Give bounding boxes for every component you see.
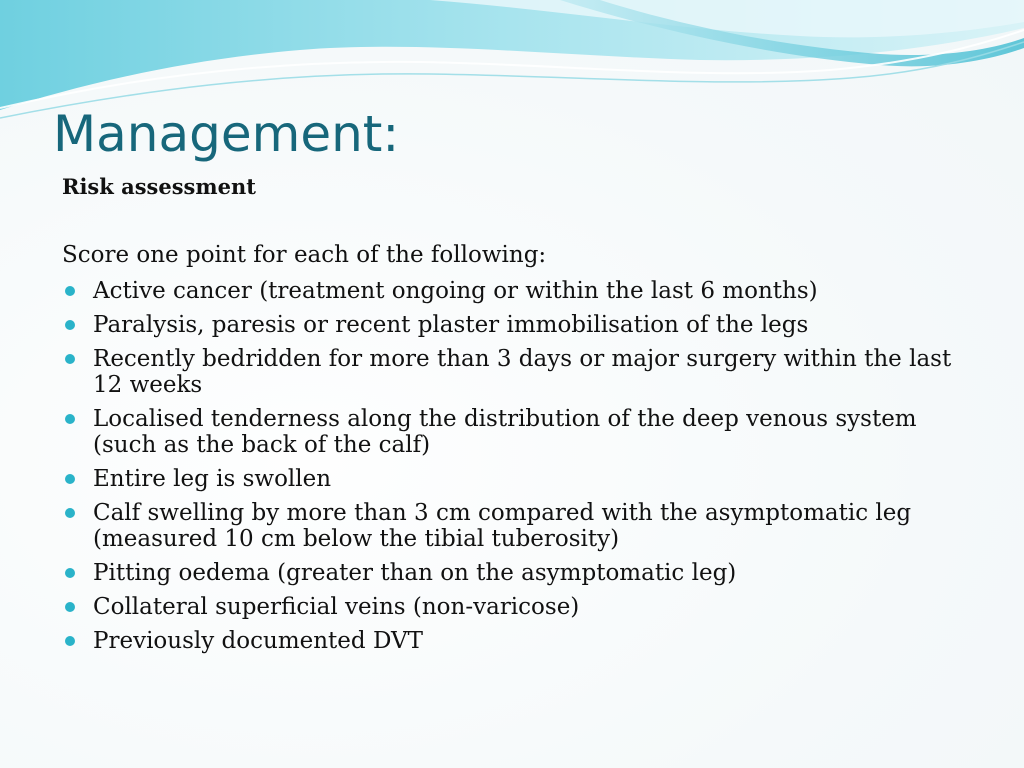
- bullet-icon: [65, 636, 75, 646]
- list-item: [62, 312, 962, 338]
- list-item-text: Recently bedridden for more than 3 days or major surgery within the last 12 weeks: [93, 346, 952, 398]
- bullet-icon: [65, 320, 75, 330]
- bullet-icon: [65, 568, 75, 578]
- list-item: [62, 500, 962, 552]
- bullet-icon: [65, 414, 75, 424]
- list-item: [62, 466, 962, 492]
- list-item: [62, 346, 962, 398]
- list-item-text: Calf swelling by more than 3 cm compared with the asymptomatic leg (measured 10 cm below the tibial tuberosity): [93, 500, 912, 552]
- list-item-text: Paralysis, paresis or recent plaster immobilisation of the legs: [93, 312, 809, 338]
- bullet-icon: [65, 474, 75, 484]
- criteria-list: [62, 278, 962, 654]
- section-subtitle: Risk assessment: [62, 174, 256, 199]
- list-item-text: Entire leg is swollen: [93, 466, 332, 492]
- list-item-text: Pitting oedema (greater than on the asymptomatic leg): [93, 560, 737, 586]
- bullet-icon: [65, 602, 75, 612]
- slide-title: Management:: [53, 105, 400, 163]
- list-item: [62, 594, 962, 620]
- bullet-icon: [65, 354, 75, 364]
- list-item-text: Active cancer (treatment ongoing or within the last 6 months): [93, 278, 818, 304]
- list-item-text: Previously documented DVT: [93, 628, 423, 654]
- bullet-icon: [65, 286, 75, 296]
- intro-text: Score one point for each of the following:: [62, 242, 547, 268]
- bullet-icon: [65, 508, 75, 518]
- list-item: [62, 278, 962, 304]
- list-item: [62, 406, 962, 458]
- list-item-text: Collateral superficial veins (non-varicose): [93, 594, 580, 620]
- list-item: [62, 628, 962, 654]
- list-item-text: Localised tenderness along the distribution of the deep venous system (such as the back of the calf): [93, 406, 917, 458]
- slide-content: [62, 172, 962, 662]
- list-item: [62, 560, 962, 586]
